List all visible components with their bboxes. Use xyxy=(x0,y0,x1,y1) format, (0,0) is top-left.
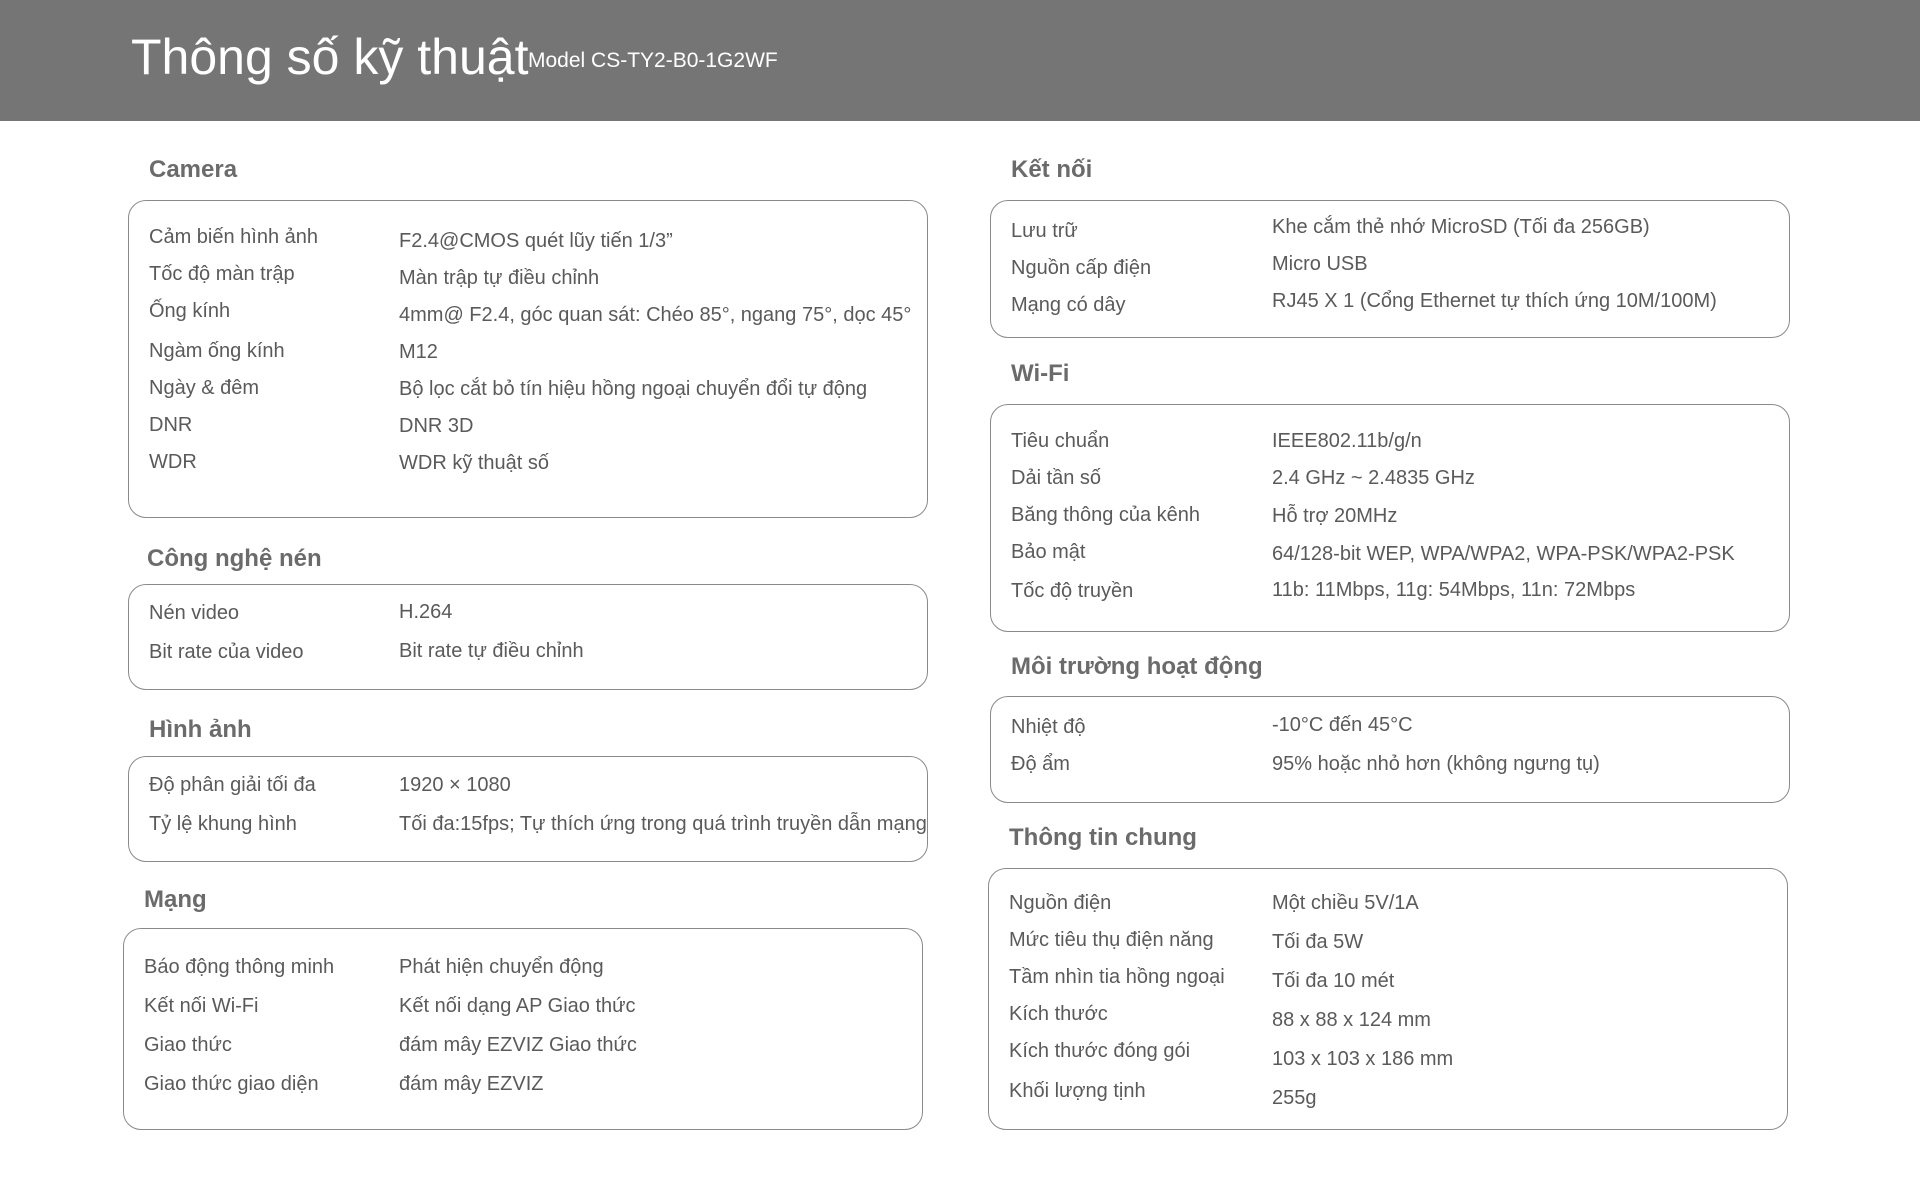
spec-label: Tỷ lệ khung hình xyxy=(149,813,297,835)
spec-value: Màn trập tự điều chỉnh xyxy=(399,267,600,289)
spec-value: IEEE802.11b/g/n xyxy=(1272,430,1422,452)
spec-label: Nguồn điện xyxy=(1009,892,1112,914)
spec-value: 88 x 88 x 124 mm xyxy=(1272,1009,1431,1031)
spec-label: Ngày & đêm xyxy=(149,377,260,399)
section-title-network: Mạng xyxy=(144,886,207,913)
spec-label: Độ phân giải tối đa xyxy=(149,774,316,796)
spec-value: đám mây EZVIZ xyxy=(399,1073,544,1095)
spec-label: Mạng có dây xyxy=(1011,294,1126,316)
spec-label: Kích thước xyxy=(1009,1003,1108,1025)
header-bar xyxy=(0,0,1920,121)
spec-label: Kích thước đóng gói xyxy=(1009,1040,1191,1062)
spec-label: Tiêu chuẩn xyxy=(1011,430,1110,452)
spec-label: Tầm nhìn tia hồng ngoại xyxy=(1009,966,1225,988)
spec-value: RJ45 X 1 (Cổng Ethernet tự thích ứng 10M/100M) xyxy=(1272,290,1717,312)
spec-label: Lưu trữ xyxy=(1011,220,1078,242)
spec-label: Giao thức giao diện xyxy=(144,1073,319,1095)
spec-value: 2.4 GHz ~ 2.4835 GHz xyxy=(1272,467,1475,489)
spec-label: Kết nối Wi-Fi xyxy=(144,995,259,1017)
spec-value: F2.4@CMOS quét lũy tiến 1/3” xyxy=(399,230,673,252)
spec-value: Tối đa:15fps; Tự thích ứng trong quá trình truyền dẫn mạng xyxy=(399,813,927,835)
spec-label: Mức tiêu thụ điện năng xyxy=(1009,929,1214,951)
spec-value: Tối đa 5W xyxy=(1272,931,1364,953)
page-title: Thông số kỹ thuật xyxy=(131,29,529,85)
section-title-connection: Kết nối xyxy=(1011,156,1093,183)
spec-value: 255g xyxy=(1272,1087,1317,1109)
spec-value: Micro USB xyxy=(1272,253,1368,275)
spec-label: Báo động thông minh xyxy=(144,956,335,978)
spec-label: Ngàm ống kính xyxy=(149,340,285,362)
spec-value: 64/128-bit WEP, WPA/WPA2, WPA-PSK/WPA2-PSK xyxy=(1272,543,1735,565)
spec-value: đám mây EZVIZ Giao thức xyxy=(399,1034,637,1056)
spec-value: Bit rate tự điều chỉnh xyxy=(399,640,584,662)
spec-value: H.264 xyxy=(399,601,453,623)
section-title-camera: Camera xyxy=(149,156,238,183)
spec-label: Dải tần số xyxy=(1011,467,1102,489)
spec-value: WDR kỹ thuật số xyxy=(399,452,550,474)
section-title-general: Thông tin chung xyxy=(1009,824,1197,851)
spec-value: Tối đa 10 mét xyxy=(1272,970,1395,992)
spec-label: Giao thức xyxy=(144,1034,232,1056)
spec-label: Ống kính xyxy=(149,300,231,322)
spec-label: Tốc độ màn trập xyxy=(149,263,295,285)
spec-label: Nén video xyxy=(149,602,240,624)
spec-box-image xyxy=(128,756,928,862)
spec-label: Cảm biến hình ảnh xyxy=(149,226,319,248)
spec-value: Kết nối dạng AP Giao thức xyxy=(399,995,636,1017)
spec-value: -10°C đến 45°C xyxy=(1272,714,1413,736)
section-title-wifi: Wi-Fi xyxy=(1011,360,1070,387)
spec-value: 103 x 103 x 186 mm xyxy=(1272,1048,1454,1070)
spec-label: Khối lượng tịnh xyxy=(1009,1080,1146,1102)
spec-label: Bảo mật xyxy=(1011,541,1086,563)
spec-value: Bộ lọc cắt bỏ tín hiệu hồng ngoại chuyển đổi tự động xyxy=(399,378,868,400)
spec-label: Băng thông của kênh xyxy=(1011,504,1201,526)
spec-box-compression xyxy=(128,584,928,690)
spec-label: DNR xyxy=(149,414,193,436)
spec-value: Phát hiện chuyển động xyxy=(399,956,604,978)
spec-value: Hỗ trợ 20MHz xyxy=(1272,505,1398,527)
section-title-image: Hình ảnh xyxy=(149,716,252,743)
model-number: Model CS-TY2-B0-1G2WF xyxy=(528,49,778,72)
section-title-compression: Công nghệ nén xyxy=(147,545,322,572)
spec-label: Tốc độ truyền xyxy=(1011,580,1134,602)
spec-value: M12 xyxy=(399,341,438,363)
spec-value: 95% hoặc nhỏ hơn (không ngưng tụ) xyxy=(1272,753,1600,775)
spec-label: Nhiệt độ xyxy=(1011,716,1086,738)
spec-label: Bit rate của video xyxy=(149,641,304,663)
spec-value: Một chiều 5V/1A xyxy=(1272,892,1419,914)
section-title-environment: Môi trường hoạt động xyxy=(1011,653,1263,680)
spec-value: 1920 × 1080 xyxy=(399,774,511,796)
spec-value: Khe cắm thẻ nhớ MicroSD (Tối đa 256GB) xyxy=(1272,216,1650,238)
spec-value: DNR 3D xyxy=(399,415,474,437)
spec-box-environment xyxy=(990,696,1790,803)
spec-label: Độ ẩm xyxy=(1011,753,1070,775)
spec-value: 11b: 11Mbps, 11g: 54Mbps, 11n: 72Mbps xyxy=(1272,579,1636,601)
spec-value: 4mm@ F2.4, góc quan sát: Chéo 85°, ngang 75°, dọc 45° xyxy=(399,304,912,326)
spec-label: Nguồn cấp điện xyxy=(1011,257,1152,279)
spec-label: WDR xyxy=(149,451,197,473)
